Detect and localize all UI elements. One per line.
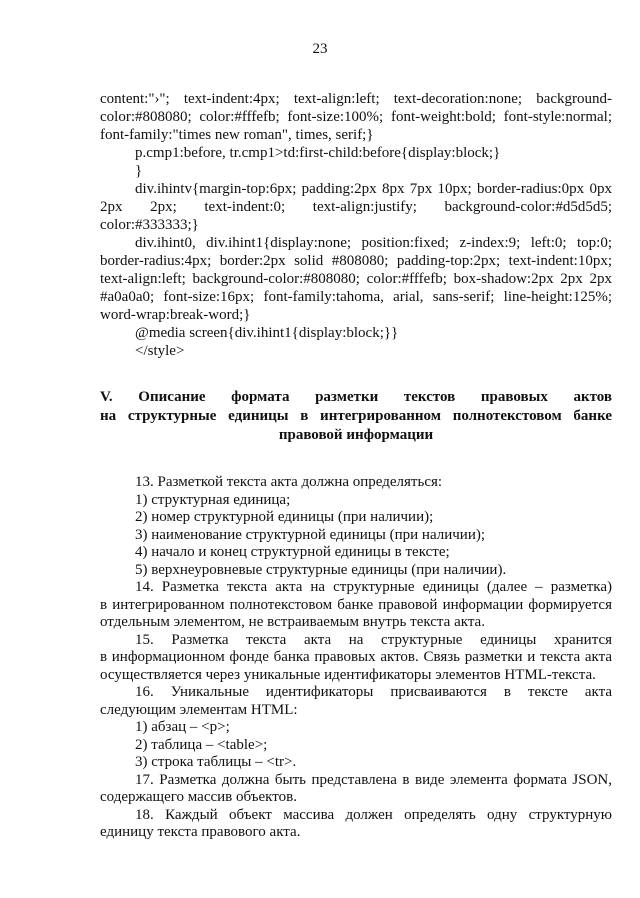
paragraph-line: отдельным элементом, не встраиваемым внутрь текста акта. (100, 614, 485, 630)
code-line: @media screen{div.ihint1{display:block;}} (135, 325, 399, 341)
section-heading-line: на структурные единицы в интегрированном полнотекстовом банке (100, 408, 612, 424)
code-line: content:"›"; text-indent:4px; text-align:left; text-decoration:none; background- (100, 91, 612, 107)
paragraph-line: 18. Каждый объект массива должен определять одну структурную (135, 806, 612, 823)
paragraph-line: в интегрированном полнотекстовом банке правовой информации формируется (100, 596, 612, 613)
list-item: 2) таблица – <table>; (135, 736, 268, 753)
css-code-fragment (100, 90, 612, 360)
paragraph-line: 14. Разметка текста акта на структурные единицы (далее – разметка) (135, 579, 612, 595)
code-line: font-family:"times new roman", times, serif;} (100, 127, 374, 143)
section-heading (100, 388, 612, 445)
paragraph-line: следующим элементам HTML: (100, 701, 298, 718)
list-item: 5) верхнеуровневые структурные единицы (при наличии). (135, 561, 507, 578)
code-line: </style> (135, 343, 185, 359)
code-line: div.ihint0, div.ihint1{display:none; position:fixed; z-index:9; left:0; top:0; (135, 235, 612, 251)
list-item: 1) абзац – <p>; (135, 719, 230, 735)
code-line: div.ihintv{margin-top:6px; padding:2px 8px 7px 10px; border-radius:0px 0px (135, 181, 612, 197)
section-body (100, 474, 612, 842)
section-heading-line: правовой информации (278, 427, 434, 443)
paragraph-line: единицу текста правового акта. (100, 824, 301, 840)
code-line: text-align:left; background-color:#808080; color:#fffefb; box-shadow:2px 2px 2px (100, 271, 612, 287)
list-item: 3) наименование структурной единицы (при наличии); (135, 526, 486, 543)
page-number: 23 (312, 41, 328, 57)
code-line: color:#808080; color:#fffefb; font-size:100%; font-weight:bold; font-style:normal; (100, 109, 612, 125)
paragraph-line: 17. Разметка должна быть представлена в виде элемента формата JSON, (135, 771, 612, 788)
list-item: 3) строка таблицы – <tr>. (135, 754, 297, 770)
code-line: word-wrap:break-word;} (100, 307, 251, 323)
code-line: color:#333333;} (100, 217, 199, 233)
paragraph-line: осуществляется через уникальные идентификаторы элементов HTML-текста. (100, 666, 596, 683)
code-line: 2px 2px; text-indent:0; text-align:justify; background-color:#d5d5d5; (100, 199, 612, 215)
code-line: p.cmp1:before, tr.cmp1>td:first-child:before{display:block;} (135, 145, 501, 161)
code-line: } (135, 163, 143, 179)
section-heading-line: V. Описание формата разметки текстов правовых актов (100, 389, 612, 405)
paragraph-line: содержащего массив объектов. (100, 789, 297, 805)
code-line: border-radius:4px; border:2px solid #808080; padding-top:2px; text-indent:10px; (100, 253, 612, 269)
paragraph-line: 16. Уникальные идентификаторы присваиваются в тексте акта (135, 684, 612, 700)
list-item: 1) структурная единица; (135, 491, 291, 508)
list-item: 2) номер структурной единицы (при наличии); (135, 509, 434, 525)
paragraph-line: 13. Разметкой текста акта должна определяться: (135, 474, 443, 490)
paragraph-line: 15. Разметка текста акта на структурные единицы хранится (135, 631, 612, 648)
list-item: 4) начало и конец структурной единицы в тексте; (135, 544, 450, 560)
paragraph-line: в информационном фонде банка правовых актов. Связь разметки и текста акта (100, 649, 612, 665)
code-line: #a0a0a0; font-size:16px; font-family:tahoma, arial, sans-serif; line-height:125%; (100, 289, 612, 305)
